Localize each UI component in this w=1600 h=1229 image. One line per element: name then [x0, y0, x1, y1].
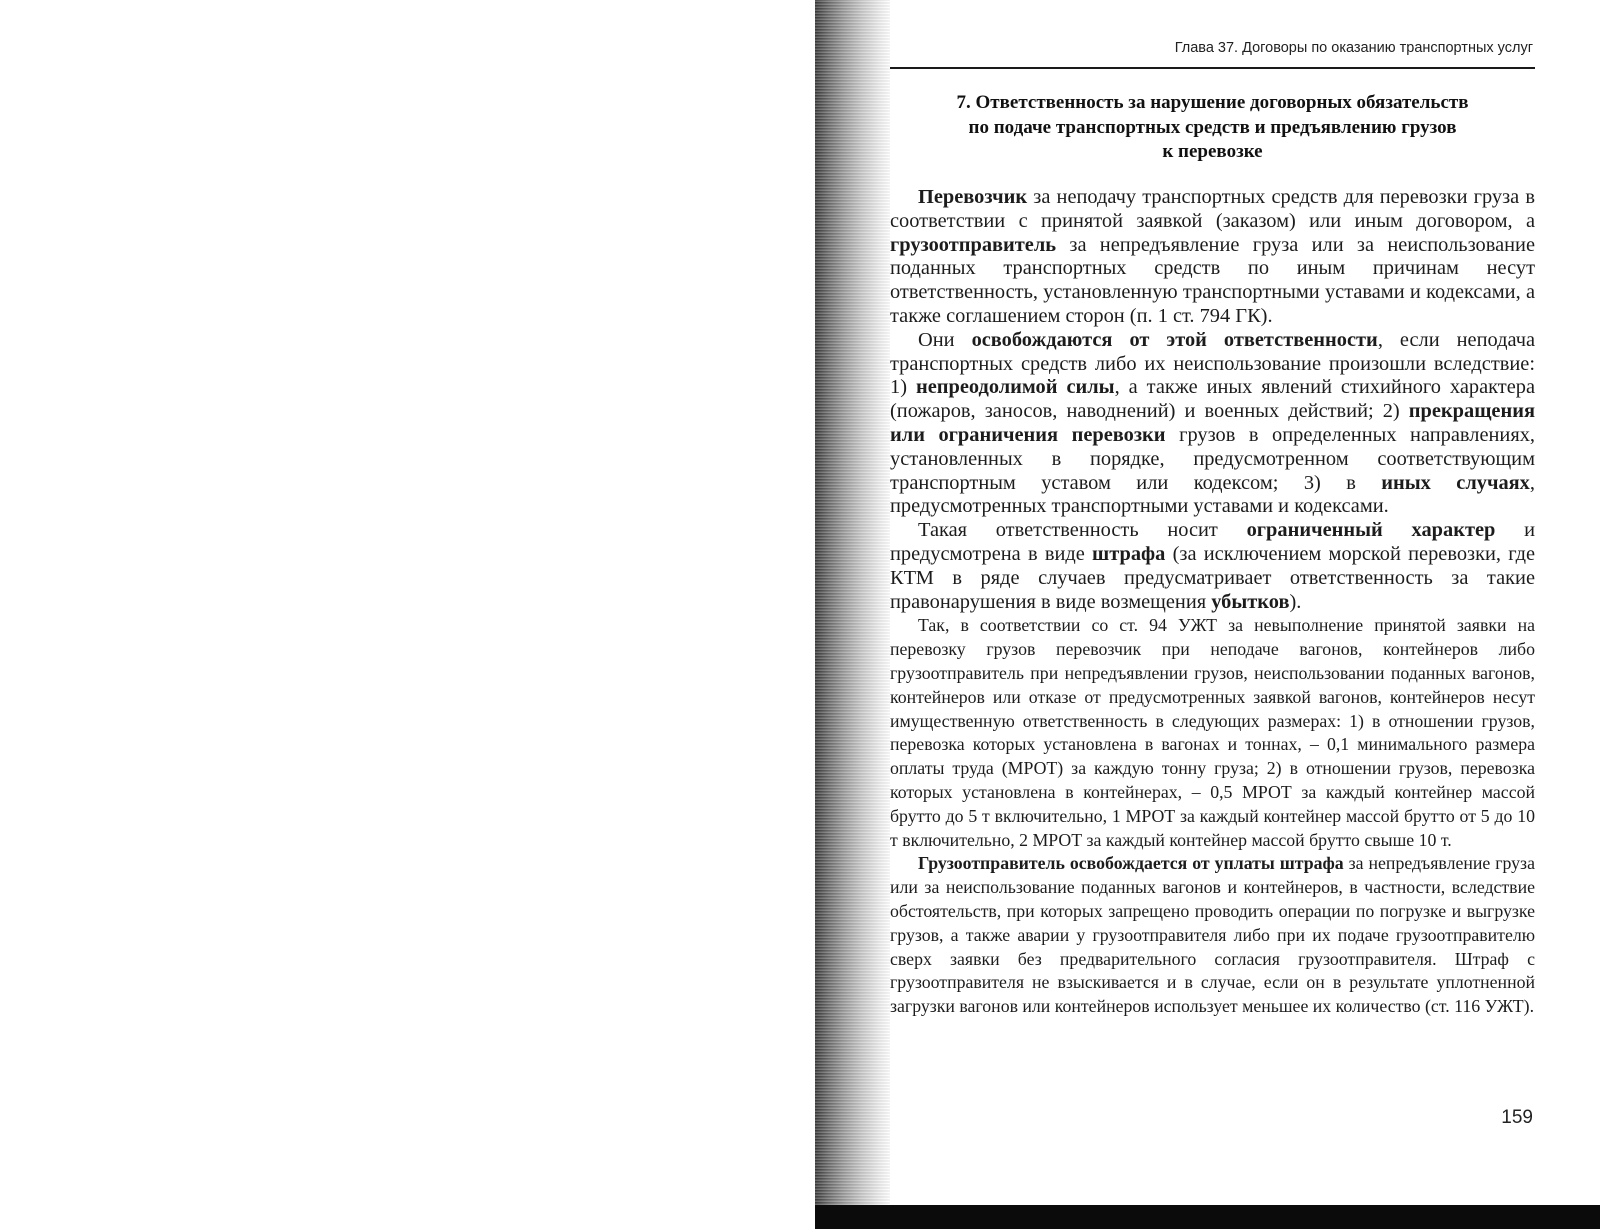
paragraph-2-text-1: Они	[918, 328, 972, 351]
term-limited-nature: ограниченный характер	[1246, 519, 1496, 542]
paragraph-3-text-2: и предусмотрена в виде	[890, 519, 1536, 565]
term-shipper-exempt: Грузоотправитель освобождается от уплаты штрафа	[918, 853, 1344, 874]
term-force-majeure: непреодолимой силы	[915, 376, 1115, 399]
page-number: 159	[1501, 1107, 1533, 1128]
term-other-cases: иных случаях	[1381, 471, 1530, 494]
paragraph-1-text-1: за неподачу транспортных средств для перевозки груза в соответствии с принятой заявкой (заказом) или иным договором, а	[890, 186, 1535, 232]
section-title-line-3: к перевозке	[1162, 141, 1263, 162]
page-body	[890, 186, 1535, 1019]
term-shipper: грузоотправитель	[890, 233, 1057, 256]
section-title	[890, 91, 1535, 165]
term-exemption: освобождаются от этой ответственности	[971, 328, 1378, 351]
paragraph-2	[890, 329, 1535, 519]
paragraph-3-text-4: ).	[1289, 590, 1302, 613]
term-suspension: прекращения или ограничения перевозки	[890, 400, 1535, 446]
section-title-line-1: 7. Ответственность за нарушение договорных обязательств	[956, 92, 1469, 113]
scan-bottom-edge	[815, 1205, 1600, 1229]
section-title-line-2: по подаче транспортных средств и предъявлению грузов	[968, 116, 1457, 138]
paragraph-1-text-2: за непредъявление груза или за неиспользование поданных транспортных средств по иным причинам несут ответственность, установленную транспортными уставами и кодексами, а также соглашением сторон (п. 1 ст. 794 ГК).	[890, 233, 1535, 327]
paragraph-2-text-5: , предусмотренных транспортными уставами и кодексами.	[890, 471, 1535, 518]
term-losses: убытков	[1211, 590, 1290, 613]
paragraph-3	[890, 519, 1535, 614]
book-spine-shadow	[815, 0, 890, 1205]
header-rule	[890, 67, 1535, 69]
paragraph-4	[890, 614, 1535, 852]
paragraph-5-text: за непредъявление груза или за неиспользование поданных вагонов и контейнеров, в частности, вследствие обстоятельств, при которых запрещено проводить операции по погрузке и выгрузке грузов, а также аварии у грузоотправителя либо при их подаче грузоотправителю сверх заявки без предварительного согласия грузоотправителя. Штраф с грузоотправителя не взыскивается и в случае, если он в результате уплотненной загрузки вагонов или контейнеров использует меньшее их количество (ст. 116 УЖТ).	[890, 853, 1535, 1017]
term-carrier: Перевозчик	[918, 186, 1028, 208]
paragraph-2-text-3: , а также иных явлений стихийного характера (пожаров, заносов, наводнений) и военных действий; 2)	[890, 376, 1536, 423]
paragraph-2-text-2: , если неподача транспортных средств либо их неиспользование произошли вследствие: 1)	[890, 328, 1536, 399]
running-head: Глава 37. Договоры по оказанию транспортных услуг	[1174, 40, 1533, 56]
paragraph-5	[890, 852, 1535, 1019]
term-fine: штрафа	[1092, 542, 1166, 565]
paragraph-4-text: Так, в соответствии со ст. 94 УЖТ за невыполнение принятой заявки на перевозку грузов перевозчик при неподаче вагонов, контейнеров либо грузоотправитель при непредъявлении грузов, неиспользовании поданных вагонов, контейнеров или отказе от предусмотренных заявкой вагонов, контейнеров несут имущественную ответственность в следующих размерах: 1) в отношении грузов, перевозка которых установлена в вагонах и тоннах, – 0,1 минимального размера оплаты труда (МРОТ) за каждую тонну груза; 2) в отношении грузов, перевозка которых установлена в контейнерах, – 0,5 МРОТ за каждый контейнер массой брутто до 5 т включительно, 1 МРОТ за каждый контейнер массой брутто от 5 до 10 т включительно, 2 МРОТ за каждый контейнер массой брутто свыше 10 т.	[890, 615, 1535, 850]
book-page	[890, 0, 1600, 1205]
paragraph-1	[890, 186, 1535, 329]
paragraph-2-text-4: грузов в определенных направлениях, установленных в порядке, предусмотренном соответствующим транспортным уставом или кодексом; 3) в	[890, 423, 1535, 494]
paragraph-3-text-1: Такая ответственность носит	[918, 519, 1247, 542]
paragraph-3-text-3: (за исключением морской перевозки, где КТМ в ряде случаев предусматривает ответственность за такие правонарушения в виде возмещения	[890, 542, 1535, 613]
